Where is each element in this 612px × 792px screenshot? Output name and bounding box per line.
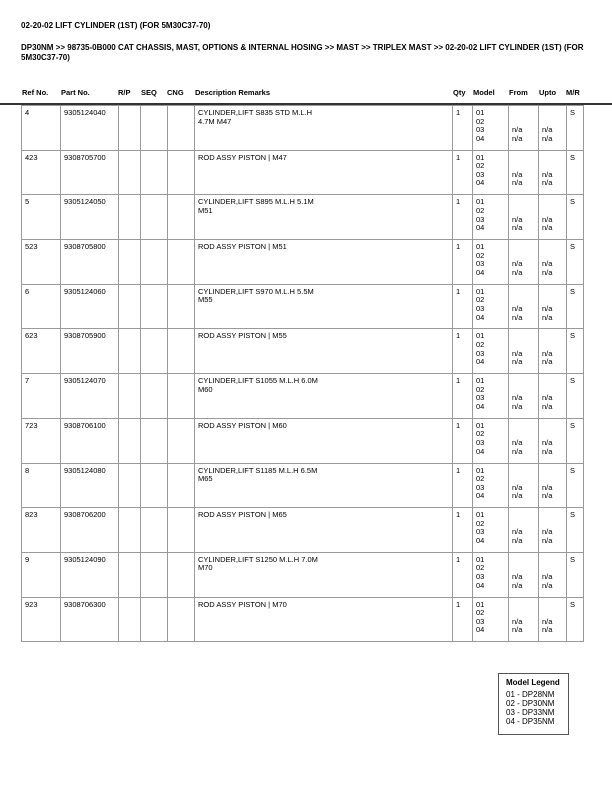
model-legend xyxy=(498,673,569,735)
part-no-cell: 9305124090 xyxy=(61,552,119,597)
qty-cell: 1 xyxy=(453,508,473,553)
rp-cell xyxy=(119,195,141,240)
model-cell: 01 02 03 04 xyxy=(473,329,509,374)
seq-cell xyxy=(141,374,168,419)
from-cell: n/a n/a xyxy=(509,195,539,240)
mr-cell: S xyxy=(567,597,584,642)
part-no-cell: 9308705700 xyxy=(61,150,119,195)
part-no-cell: 9305124050 xyxy=(61,195,119,240)
rp-cell xyxy=(119,240,141,285)
model-cell: 01 02 03 04 xyxy=(473,284,509,329)
ref-no-cell: 523 xyxy=(22,240,61,285)
model-legend-item: 02 - DP30NM xyxy=(506,699,555,708)
ref-no-cell: 723 xyxy=(22,418,61,463)
table-row xyxy=(22,195,584,240)
upto-cell: n/a n/a xyxy=(539,463,567,508)
from-cell: n/a n/a xyxy=(509,597,539,642)
table-row xyxy=(22,284,584,329)
model-cell: 01 02 03 04 xyxy=(473,508,509,553)
description-cell: ROD ASSY PISTON | M60 xyxy=(195,418,453,463)
upto-cell: n/a n/a xyxy=(539,552,567,597)
qty-cell: 1 xyxy=(453,418,473,463)
column-header-from: From xyxy=(509,88,528,97)
table-row xyxy=(22,150,584,195)
qty-cell: 1 xyxy=(453,597,473,642)
column-header-cng: CNG xyxy=(167,88,184,97)
ref-no-cell: 823 xyxy=(22,508,61,553)
seq-cell xyxy=(141,329,168,374)
cng-cell xyxy=(168,150,195,195)
description-cell: CYLINDER,LIFT S1055 M.L.H 6.0M M60 xyxy=(195,374,453,419)
mr-cell: S xyxy=(567,418,584,463)
from-cell: n/a n/a xyxy=(509,552,539,597)
cng-cell xyxy=(168,418,195,463)
rp-cell xyxy=(119,374,141,419)
model-legend-item: 03 - DP33NM xyxy=(506,708,555,717)
upto-cell: n/a n/a xyxy=(539,597,567,642)
from-cell: n/a n/a xyxy=(509,150,539,195)
table-row xyxy=(22,597,584,642)
from-cell: n/a n/a xyxy=(509,284,539,329)
description-cell: ROD ASSY PISTON | M70 xyxy=(195,597,453,642)
model-cell: 01 02 03 04 xyxy=(473,150,509,195)
upto-cell: n/a n/a xyxy=(539,150,567,195)
ref-no-cell: 9 xyxy=(22,552,61,597)
description-cell: ROD ASSY PISTON | M65 xyxy=(195,508,453,553)
table-row xyxy=(22,374,584,419)
column-header-rp: R/P xyxy=(118,88,131,97)
ref-no-cell: 4 xyxy=(22,106,61,151)
seq-cell xyxy=(141,195,168,240)
description-cell: CYLINDER,LIFT S835 STD M.L.H 4.7M M47 xyxy=(195,106,453,151)
upto-cell: n/a n/a xyxy=(539,329,567,374)
cng-cell xyxy=(168,106,195,151)
rp-cell xyxy=(119,508,141,553)
seq-cell xyxy=(141,597,168,642)
column-header-upto: Upto xyxy=(539,88,557,97)
cng-cell xyxy=(168,284,195,329)
seq-cell xyxy=(141,150,168,195)
cng-cell xyxy=(168,463,195,508)
table-row xyxy=(22,552,584,597)
upto-cell: n/a n/a xyxy=(539,418,567,463)
column-header-seq: SEQ xyxy=(141,88,157,97)
from-cell: n/a n/a xyxy=(509,106,539,151)
model-cell: 01 02 03 04 xyxy=(473,552,509,597)
from-cell: n/a n/a xyxy=(509,508,539,553)
qty-cell: 1 xyxy=(453,329,473,374)
column-header-qty: Qty xyxy=(453,88,466,97)
part-no-cell: 9308706300 xyxy=(61,597,119,642)
ref-no-cell: 6 xyxy=(22,284,61,329)
part-no-cell: 9308705900 xyxy=(61,329,119,374)
qty-cell: 1 xyxy=(453,195,473,240)
seq-cell xyxy=(141,552,168,597)
qty-cell: 1 xyxy=(453,552,473,597)
description-cell: CYLINDER,LIFT S1250 M.L.H 7.0M M70 xyxy=(195,552,453,597)
column-header-part-no: Part No. xyxy=(61,88,90,97)
seq-cell xyxy=(141,508,168,553)
mr-cell: S xyxy=(567,106,584,151)
qty-cell: 1 xyxy=(453,463,473,508)
part-no-cell: 9305124040 xyxy=(61,106,119,151)
page-title: 02-20-02 LIFT CYLINDER (1ST) (FOR 5M30C37-70) xyxy=(21,21,211,30)
part-no-cell: 9305124080 xyxy=(61,463,119,508)
description-cell: CYLINDER,LIFT S970 M.L.H 5.5M M55 xyxy=(195,284,453,329)
part-no-cell: 9308706100 xyxy=(61,418,119,463)
cng-cell xyxy=(168,374,195,419)
seq-cell xyxy=(141,463,168,508)
rp-cell xyxy=(119,284,141,329)
breadcrumb: DP30NM >> 98735-0B000 CAT CHASSIS, MAST, OPTIONS & INTERNAL HOSING >> MAST >> TRIPLEX MAST >> 02-20-02 LIFT CYLINDER (1ST) (FOR 5M30C37-70) xyxy=(21,43,584,62)
model-legend-title: Model Legend xyxy=(506,678,560,687)
mr-cell: S xyxy=(567,463,584,508)
from-cell: n/a n/a xyxy=(509,329,539,374)
from-cell: n/a n/a xyxy=(509,374,539,419)
model-cell: 01 02 03 04 xyxy=(473,240,509,285)
parts-table xyxy=(21,105,584,642)
ref-no-cell: 923 xyxy=(22,597,61,642)
part-no-cell: 9305124070 xyxy=(61,374,119,419)
part-no-cell: 9305124060 xyxy=(61,284,119,329)
mr-cell: S xyxy=(567,508,584,553)
part-no-cell: 9308705800 xyxy=(61,240,119,285)
column-header-ref-no: Ref No. xyxy=(22,88,49,97)
cng-cell xyxy=(168,597,195,642)
rp-cell xyxy=(119,552,141,597)
mr-cell: S xyxy=(567,374,584,419)
model-cell: 01 02 03 04 xyxy=(473,106,509,151)
column-header-description: Description Remarks xyxy=(195,88,271,97)
description-cell: CYLINDER,LIFT S1185 M.L.H 6.5M M65 xyxy=(195,463,453,508)
model-cell: 01 02 03 04 xyxy=(473,597,509,642)
ref-no-cell: 8 xyxy=(22,463,61,508)
cng-cell xyxy=(168,240,195,285)
part-no-cell: 9308706200 xyxy=(61,508,119,553)
description-cell: ROD ASSY PISTON | M55 xyxy=(195,329,453,374)
model-cell: 01 02 03 04 xyxy=(473,418,509,463)
upto-cell: n/a n/a xyxy=(539,240,567,285)
model-cell: 01 02 03 04 xyxy=(473,374,509,419)
ref-no-cell: 5 xyxy=(22,195,61,240)
mr-cell: S xyxy=(567,150,584,195)
qty-cell: 1 xyxy=(453,106,473,151)
table-row xyxy=(22,508,584,553)
table-row xyxy=(22,418,584,463)
rp-cell xyxy=(119,597,141,642)
mr-cell: S xyxy=(567,552,584,597)
table-row xyxy=(22,329,584,374)
rp-cell xyxy=(119,106,141,151)
model-legend-item: 04 - DP35NM xyxy=(506,717,555,726)
model-cell: 01 02 03 04 xyxy=(473,463,509,508)
seq-cell xyxy=(141,418,168,463)
table-row xyxy=(22,463,584,508)
from-cell: n/a n/a xyxy=(509,463,539,508)
upto-cell: n/a n/a xyxy=(539,374,567,419)
ref-no-cell: 423 xyxy=(22,150,61,195)
description-cell: CYLINDER,LIFT S895 M.L.H 5.1M M51 xyxy=(195,195,453,240)
rp-cell xyxy=(119,329,141,374)
table-row xyxy=(22,106,584,151)
column-header-mr: M/R xyxy=(566,88,580,97)
rp-cell xyxy=(119,463,141,508)
from-cell: n/a n/a xyxy=(509,418,539,463)
upto-cell: n/a n/a xyxy=(539,508,567,553)
qty-cell: 1 xyxy=(453,240,473,285)
model-cell: 01 02 03 04 xyxy=(473,195,509,240)
rp-cell xyxy=(119,150,141,195)
table-row xyxy=(22,240,584,285)
ref-no-cell: 7 xyxy=(22,374,61,419)
qty-cell: 1 xyxy=(453,150,473,195)
description-cell: ROD ASSY PISTON | M47 xyxy=(195,150,453,195)
mr-cell: S xyxy=(567,240,584,285)
upto-cell: n/a n/a xyxy=(539,106,567,151)
qty-cell: 1 xyxy=(453,374,473,419)
mr-cell: S xyxy=(567,284,584,329)
seq-cell xyxy=(141,284,168,329)
seq-cell xyxy=(141,106,168,151)
ref-no-cell: 623 xyxy=(22,329,61,374)
cng-cell xyxy=(168,552,195,597)
upto-cell: n/a n/a xyxy=(539,195,567,240)
model-legend-item: 01 - DP28NM xyxy=(506,690,555,699)
seq-cell xyxy=(141,240,168,285)
column-header-model: Model xyxy=(473,88,495,97)
cng-cell xyxy=(168,508,195,553)
rp-cell xyxy=(119,418,141,463)
mr-cell: S xyxy=(567,329,584,374)
upto-cell: n/a n/a xyxy=(539,284,567,329)
from-cell: n/a n/a xyxy=(509,240,539,285)
description-cell: ROD ASSY PISTON | M51 xyxy=(195,240,453,285)
cng-cell xyxy=(168,329,195,374)
mr-cell: S xyxy=(567,195,584,240)
qty-cell: 1 xyxy=(453,284,473,329)
cng-cell xyxy=(168,195,195,240)
